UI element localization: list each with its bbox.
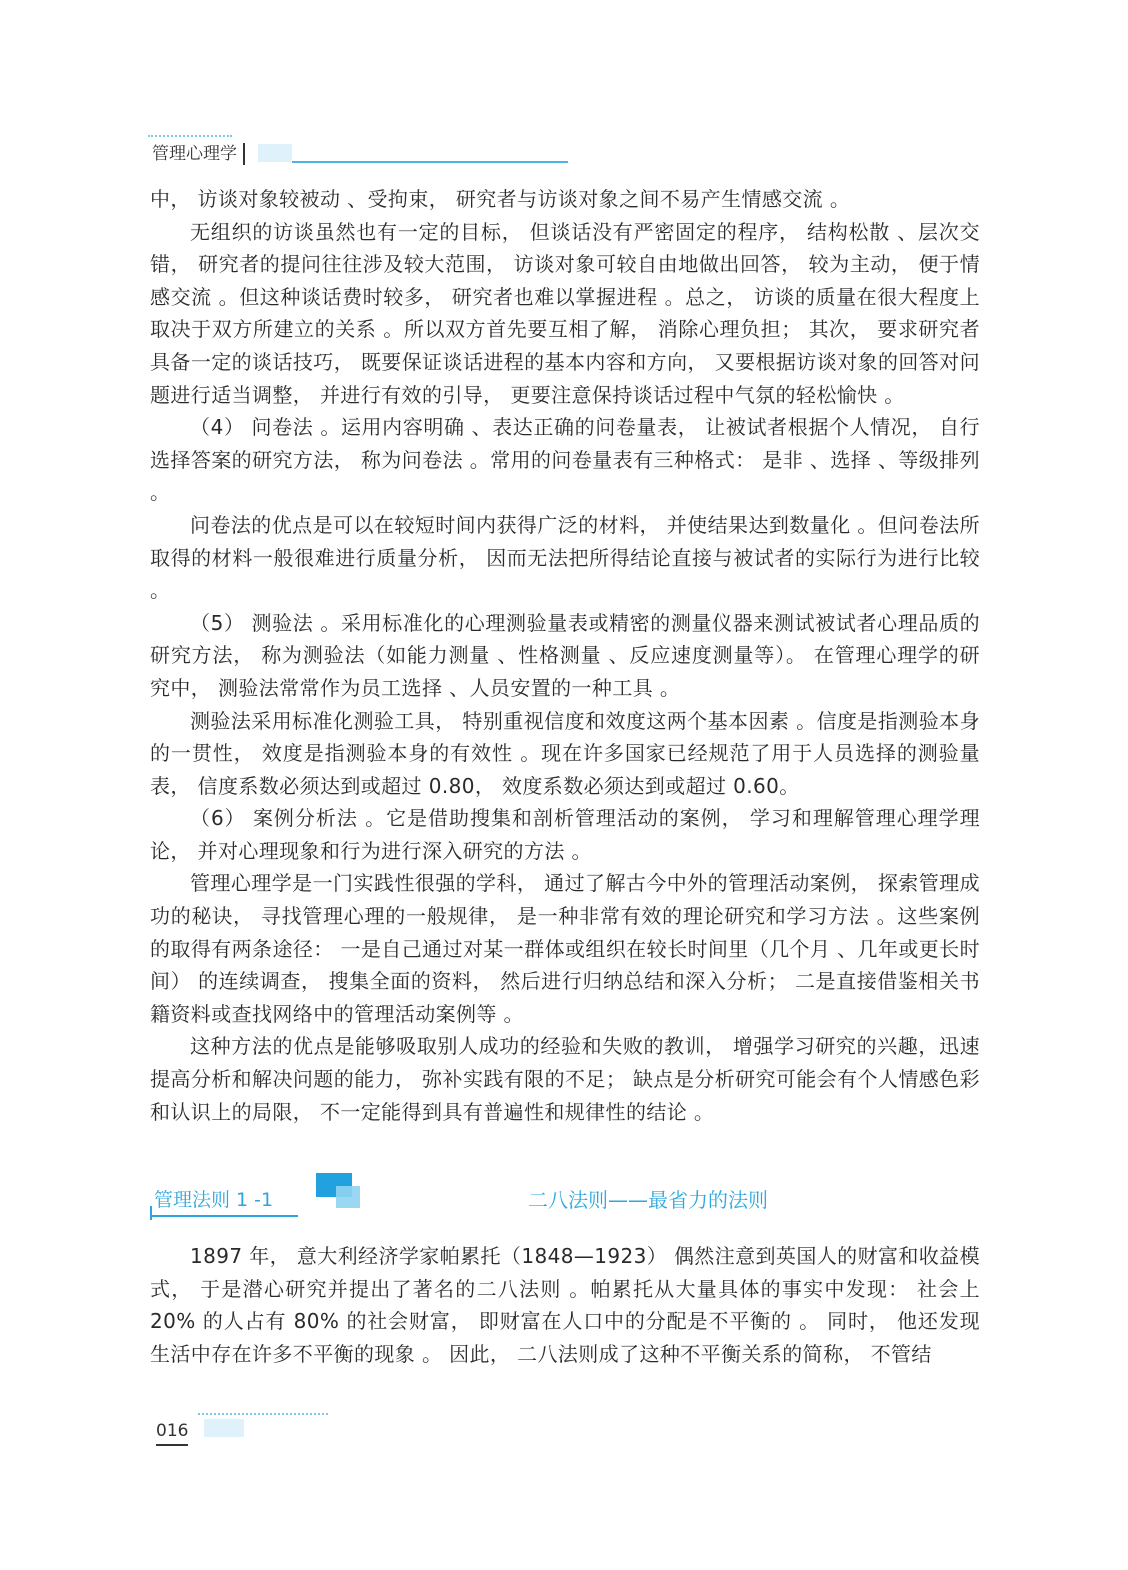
paragraph: 中， 访谈对象较被动 、受拘束， 研究者与访谈对象之间不易产生情感交流 。 <box>150 187 851 211</box>
page-number: 016 <box>156 1420 188 1446</box>
paragraph: 这种方法的优点是能够吸取别人成功的经验和失败的教训， 增强学习研究的兴趣，迅速提高分析和解决问题的能力， 弥补实践有限的不足； 缺点是分析研究可能会有个人情感色彩和认识上的局限， 不一定能得到具有普遍性和规律性的结论 。 <box>150 1034 980 1124</box>
rule-title: 二八法则——最省力的法则 <box>528 1188 768 1212</box>
body-text <box>150 183 980 1128</box>
header-rule <box>292 161 568 163</box>
rule-box-body <box>150 1240 980 1370</box>
paragraph: 管理心理学是一门实践性很强的学科， 通过了解古今中外的管理活动案例， 探索管理成功的秘诀， 寻找管理心理的一般规律， 是一种非常有效的理论研究和学习方法 。这些案例的取得有两条途径： 一是自己通过对某一群体或组织在较长时间里（几个月 、几年或更长时间） 的连续调查， 搜集全面的资料， 然后进行归纳总结和深入分析； 二是直接借鉴相关书籍资料或查找网络中的管理活动案例等 。 <box>150 871 980 1026</box>
rule-tag-bracket <box>150 1206 152 1220</box>
rule-box-heading <box>150 1186 980 1220</box>
rule-tag-underline <box>150 1215 298 1217</box>
paragraph: （4） 问卷法 。运用内容明确 、表达正确的问卷量表， 让被试者根据个人情况， 自行选择答案的研究方法， 称为问卷法 。常用的问卷量表有三种格式： 是非 、选择 、等级排列 。 <box>150 415 980 505</box>
paragraph: （6） 案例分析法 。它是借助搜集和剖析管理活动的案例， 学习和理解管理心理学理论， 并对心理现象和行为进行深入研究的方法 。 <box>150 806 980 863</box>
running-header-title: 管理心理学 <box>152 143 245 165</box>
paragraph: 1897 年， 意大利经济学家帕累托（1848—1923） 偶然注意到英国人的财富和收益模式， 于是潜心研究并提出了著名的二八法则 。帕累托从大量具体的事实中发现： 社会上 20% 的人占有 80% 的社会财富， 即财富在人口中的分配是不平衡的 。 同时， 他还发现生活中存在许多不平衡的现象 。 因此， 二八法则成了这种不平衡关系的简称， 不管结 <box>150 1244 980 1366</box>
footer-dotted-line <box>198 1413 328 1415</box>
rule-decoration-block-light <box>336 1186 360 1208</box>
rule-tag-label: 管理法则 1 -1 <box>154 1189 274 1211</box>
paragraph: 问卷法的优点是可以在较短时间内获得广泛的材料， 并使结果达到数量化 。但问卷法所取得的材料一般很难进行质量分析， 因而无法把所得结论直接与被试者的实际行为进行比较 。 <box>150 512 980 603</box>
paragraph: （5） 测验法 。采用标准化的心理测验量表或精密的测量仪器来测试被试者心理品质的研究方法， 称为测验法（如能力测量 、性格测量 、反应速度测量等）。 在管理心理学的研究中， 测验法常常作为员工选择 、人员安置的一种工具 。 <box>150 610 980 700</box>
footer-decoration-block <box>204 1419 244 1437</box>
paragraph: 测验法采用标准化测验工具， 特别重视信度和效度这两个基本因素 。信度是指测验本身的一贯性， 效度是指测验本身的有效性 。现在许多国家已经规范了用于人员选择的测验量表， 信度系数必须达到或超过 0.80， 效度系数必须达到或超过 0.60。 <box>150 708 980 798</box>
paragraph: 无组织的访谈虽然也有一定的目标， 但谈话没有严密固定的程序， 结构松散 、层次交错， 研究者的提问往往涉及较大范围， 访谈对象可较自由地做出回答， 较为主动， 便于情感交流 。但这种谈话费时较多， 研究者也难以掌握进程 。总之， 访谈的质量在很大程度上取决于双方所建立的关系 。所以双方首先要互相了解， 消除心理负担； 其次， 要求研究者具备一定的谈话技巧， 既要保证谈话进程的基本内容和方向， 又要根据访谈对象的回答对问题进行适当调整， 并进行有效的引导， 更要注意保持谈话过程中气氛的轻松愉快 。 <box>150 219 980 407</box>
header-decoration-block <box>258 144 292 162</box>
header-dotted-line <box>148 135 232 137</box>
